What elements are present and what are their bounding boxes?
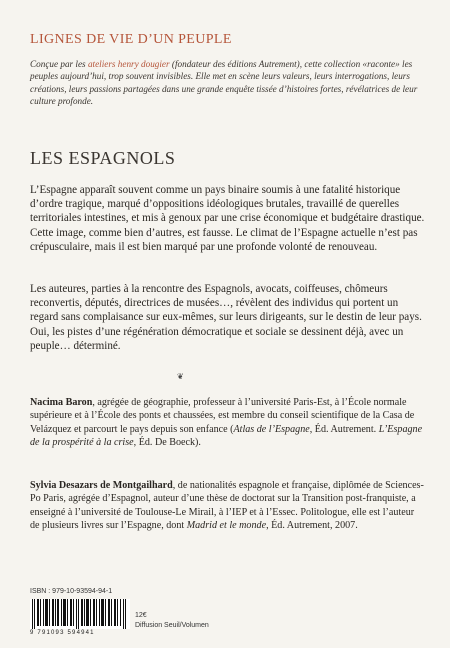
- series-desc-pre: Conçue par les: [30, 59, 88, 69]
- barcode: [30, 599, 130, 629]
- barcode-digits: 9 791093 594941: [30, 630, 95, 636]
- author-bio-1-work-a: Atlas de l’Espagne: [233, 423, 310, 435]
- series-title: LIGNES DE VIE D’UN PEUPLE: [30, 32, 232, 47]
- distribution-label: Diffusion Seuil/Volumen: [135, 622, 209, 629]
- ornament-icon: ❦: [177, 372, 184, 381]
- author-name-2: Sylvia Desazars de Montgailhard: [30, 480, 173, 491]
- author-bio-2-text-b: , Éd. Autrement, 2007.: [266, 520, 358, 532]
- author-bio-1-text-b: , Éd. Autrement.: [309, 423, 379, 435]
- author-name-1: Nacima Baron: [30, 397, 93, 408]
- series-desc-publisher: ateliers henry dougier: [87, 59, 170, 69]
- author-bio-1-text-c: , Éd. De Boeck).: [133, 437, 201, 449]
- author-bio-1: [30, 396, 425, 450]
- author-bio-1-text-a: , agrégée de géographie, professeur à l’université Paris-Est, à l’École normale supérieure et à l’École des ponts et chaussées, est membre du conseil scientifique de la Casa de Velázquez et parcourt le pays depuis son enfance (: [30, 397, 415, 435]
- series-description: [30, 58, 430, 107]
- summary-paragraph-1: L’Espagne apparaît souvent comme un pays binaire soumis à une fatalité historique d’ordre tragique, marqué d’oppositions idéologiques brutales, travaillé de querelles territoriales intestines, et mis à genoux par une crise économique et budgétaire drastique. Cette image, comme bien d’autres, est fausse. Le climat de l’Espagne actuelle n’est pas crépusculaire, mais il est bien marqué par une profonde volonté de renouveau.: [30, 184, 425, 253]
- author-bio-1-work-b: L’Espagne de la prospérité à la crise: [30, 423, 423, 449]
- author-bio-2: [30, 479, 425, 533]
- author-bio-2-text-a: , de nationalités espagnole et française, diplômée de Sciences-Po Paris, agrégée d’Espagnol, auteur d’une thèse de doctorat sur la Transition post-franquiste, a enseigné à l’université de Toulouse-Le Mirail, à l’IEP et à l’Essec. Politologue, elle est l’auteur de plusieurs livres sur l’Espagne, dont: [30, 480, 424, 532]
- isbn-label: ISBN : 979-10-93594-94-1: [30, 588, 113, 595]
- author-bio-2-work-a: Madrid et le monde: [186, 520, 267, 532]
- series-desc-post: (fondateur des éditions Autrement), cette collection «raconte» les peuples aujourd’hui, trop souvent invisibles. Elle met en scène leurs valeurs, leurs interrogations, leurs créations, leurs passions partagées dans une grande enquête tissée d’histoires fortes, révélatrices de leur culture profonde.: [30, 59, 418, 106]
- summary-paragraph-2: Les auteures, parties à la rencontre des Espagnols, avocats, coiffeuses, chômeurs reconvertis, députés, directrices de musées…, révèlent des individus qui portent un regard sans complaisance sur eux-mêmes, sur leurs dirigeants, sur le destin de leur pays. Oui, les pistes d’une régénération démocratique et sociale se dessinent déjà, avec un peuple… déterminé.: [30, 283, 422, 352]
- book-title: LES ESPAGNOLS: [30, 148, 176, 168]
- price-label: 12€: [135, 612, 147, 619]
- barcode-icon: [30, 599, 130, 629]
